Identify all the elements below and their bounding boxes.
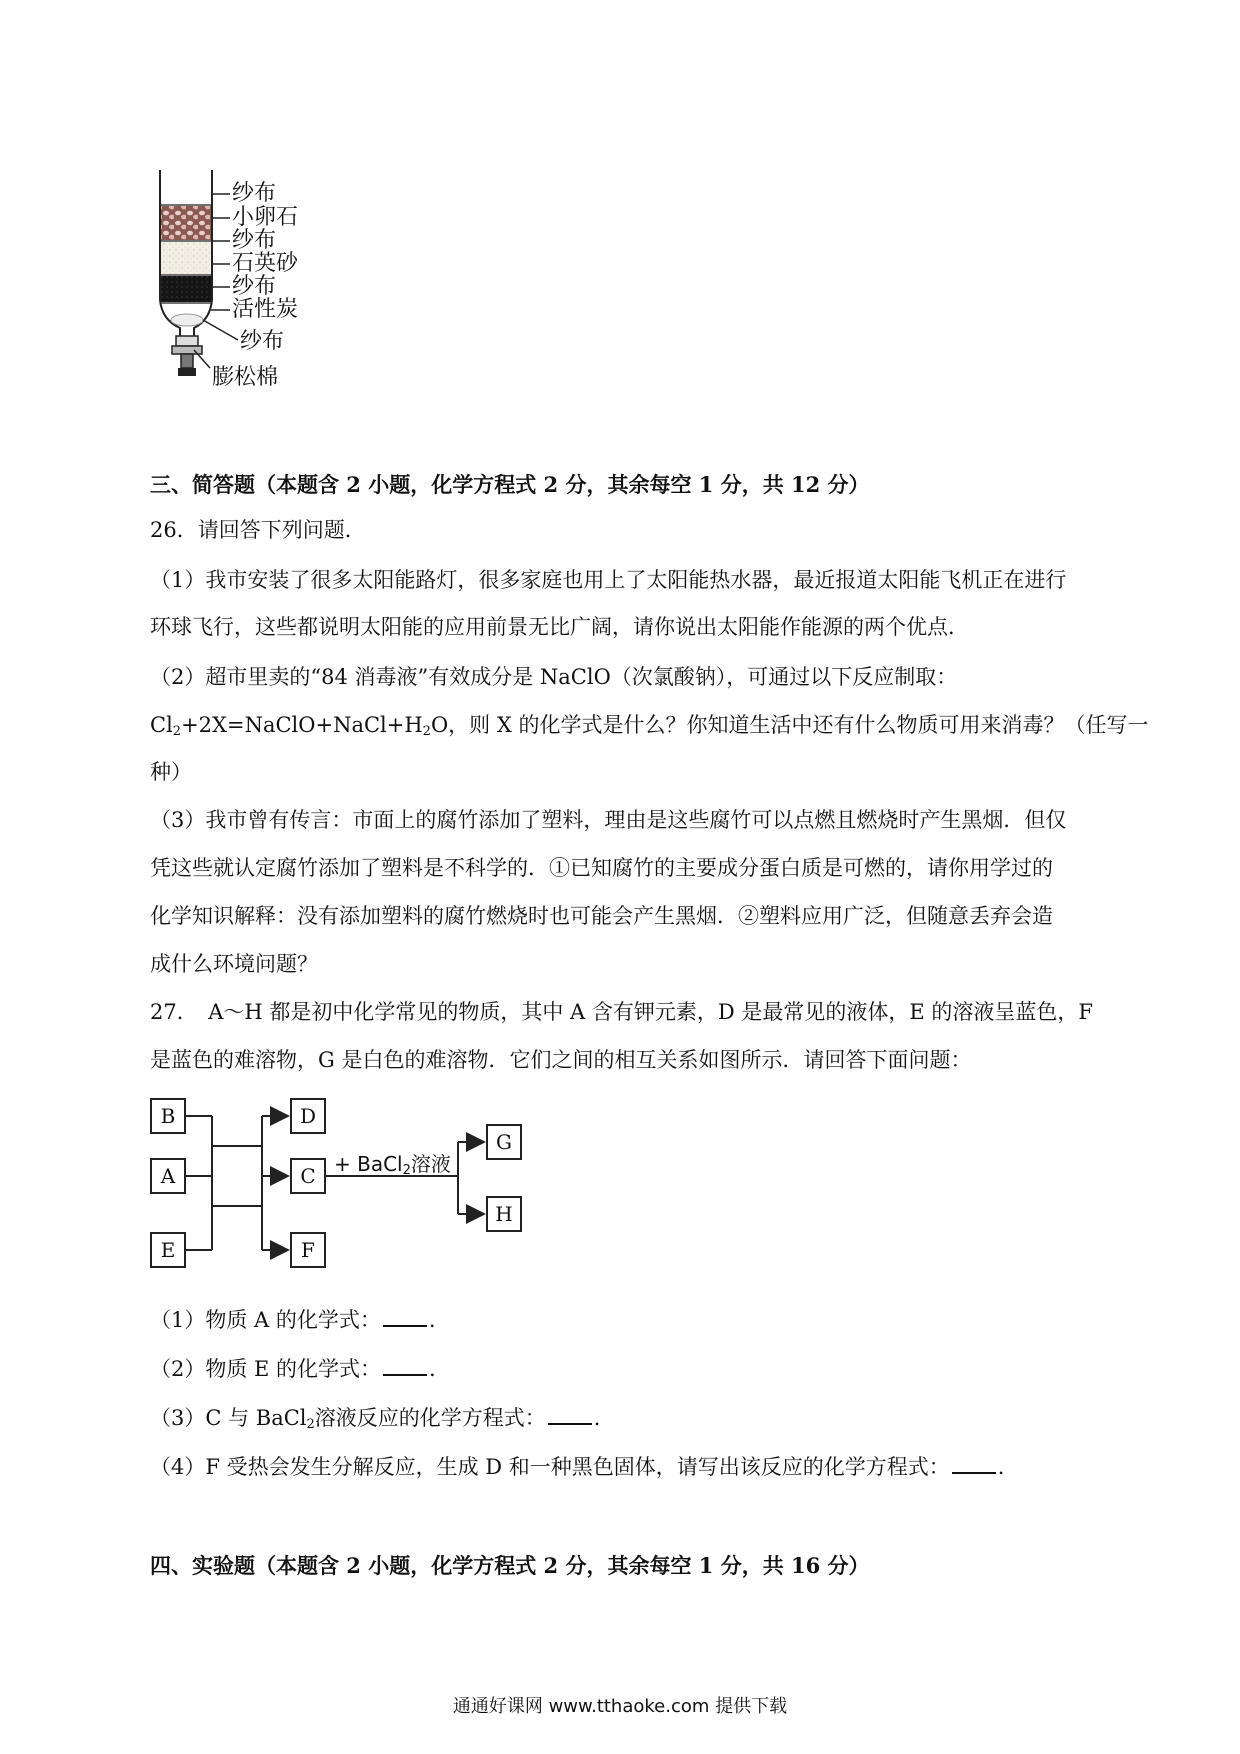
q26-title: 26．请回答下列问题． bbox=[150, 518, 366, 542]
q27-sub1: （1）物质 A 的化学式： . bbox=[150, 1308, 436, 1332]
pebble-layer bbox=[161, 206, 211, 240]
reagent-label: + BaCl$_2$溶液 bbox=[334, 1152, 451, 1178]
answer-blank[interactable] bbox=[383, 1307, 427, 1327]
label-quartz-sand: 石英砂 bbox=[232, 251, 299, 276]
q26-part1-line2: 环球飞行，这些都说明太阳能的应用前景无比广阔，请你说出太阳能作能源的两个优点． bbox=[150, 615, 969, 639]
label-gauze-4: 纱布 bbox=[240, 329, 285, 354]
section-4-heading: 四、实验题（本题含 2 小题，化学方程式 2 分，其余每空 1 分，共 16 分） bbox=[150, 1553, 870, 1578]
label-activated-carbon: 活性炭 bbox=[232, 297, 299, 322]
q27-sub2: （2）物质 E 的化学式： . bbox=[150, 1357, 436, 1381]
q26-part3-line2: 凭这些就认定腐竹添加了塑料是不科学的．①已知腐竹的主要成分蛋白质是可燃的，请你用学过的 bbox=[150, 856, 1053, 880]
water-filter-figure bbox=[150, 170, 325, 400]
q26-part2-line1: （2）超市里卖的“84 消毒液”有效成分是 NaClO（次氯酸钠），可通过以下反应制取： bbox=[150, 665, 958, 689]
q27-sub4: （4）F 受热会发生分解反应，生成 D 和一种黑色固体，请写出该反应的化学方程式： . bbox=[150, 1455, 1005, 1479]
node-b: B bbox=[150, 1098, 186, 1134]
q26-part2-line3: 种） bbox=[150, 760, 192, 784]
node-h: H bbox=[486, 1196, 522, 1232]
q26-part3-line1: （3）我市曾有传言：市面上的腐竹添加了塑料，理由是这些腐竹可以点燃且燃烧时产生黑烟．但仅 bbox=[150, 808, 1067, 832]
q27-line2: 是蓝色的难溶物，G 是白色的难溶物．它们之间的相互关系如图所示．请回答下面问题： bbox=[150, 1048, 972, 1072]
label-cotton: 膨松棉 bbox=[212, 365, 279, 390]
q27-relation-diagram bbox=[150, 1098, 570, 1288]
q26-part2-line2: $Cl_2+2X=NaClO+NaCl+H_2O$，则 X 的化学式是什么？你知道生活中还有什么物质可用来消毒？（任写一 bbox=[150, 713, 1149, 739]
q26-part1-line1: （1）我市安装了很多太阳能路灯，很多家庭也用上了太阳能热水器，最近报道太阳能飞机正在进行 bbox=[150, 568, 1067, 592]
label-pebbles: 小卵石 bbox=[232, 205, 299, 230]
section-3-heading: 三、简答题（本题含 2 小题，化学方程式 2 分，其余每空 1 分，共 12 分） bbox=[150, 472, 870, 497]
node-c: C bbox=[290, 1158, 326, 1194]
q26-part3-line3: 化学知识解释：没有添加塑料的腐竹燃烧时也可能会产生黑烟．②塑料应用广泛，但随意丢弃会造 bbox=[150, 904, 1053, 928]
label-gauze-1: 纱布 bbox=[232, 181, 277, 206]
quartz-sand-layer bbox=[161, 242, 211, 274]
node-e: E bbox=[150, 1232, 186, 1268]
node-d: D bbox=[290, 1098, 326, 1134]
q27-line1: 27． A～H 都是初中化学常见的物质，其中 A 含有钾元素，D 是最常见的液体，E 的溶液呈蓝色，F bbox=[150, 1000, 1093, 1024]
node-f: F bbox=[290, 1232, 326, 1268]
node-a: A bbox=[150, 1158, 186, 1194]
q27-sub3: （3）C 与 BaCl$_2$溶液反应的化学方程式： . bbox=[150, 1406, 601, 1432]
q26-part3-line4: 成什么环境问题？ bbox=[150, 952, 318, 976]
page-footer: 通通好课网 www.tthaoke.com 提供下载 bbox=[452, 1696, 788, 1717]
answer-blank[interactable] bbox=[383, 1356, 427, 1376]
label-gauze-3: 纱布 bbox=[232, 274, 277, 299]
answer-blank[interactable] bbox=[548, 1405, 592, 1425]
node-g: G bbox=[486, 1124, 522, 1160]
activated-carbon-layer bbox=[161, 276, 211, 302]
answer-blank[interactable] bbox=[952, 1454, 996, 1474]
label-gauze-2: 纱布 bbox=[232, 228, 277, 253]
